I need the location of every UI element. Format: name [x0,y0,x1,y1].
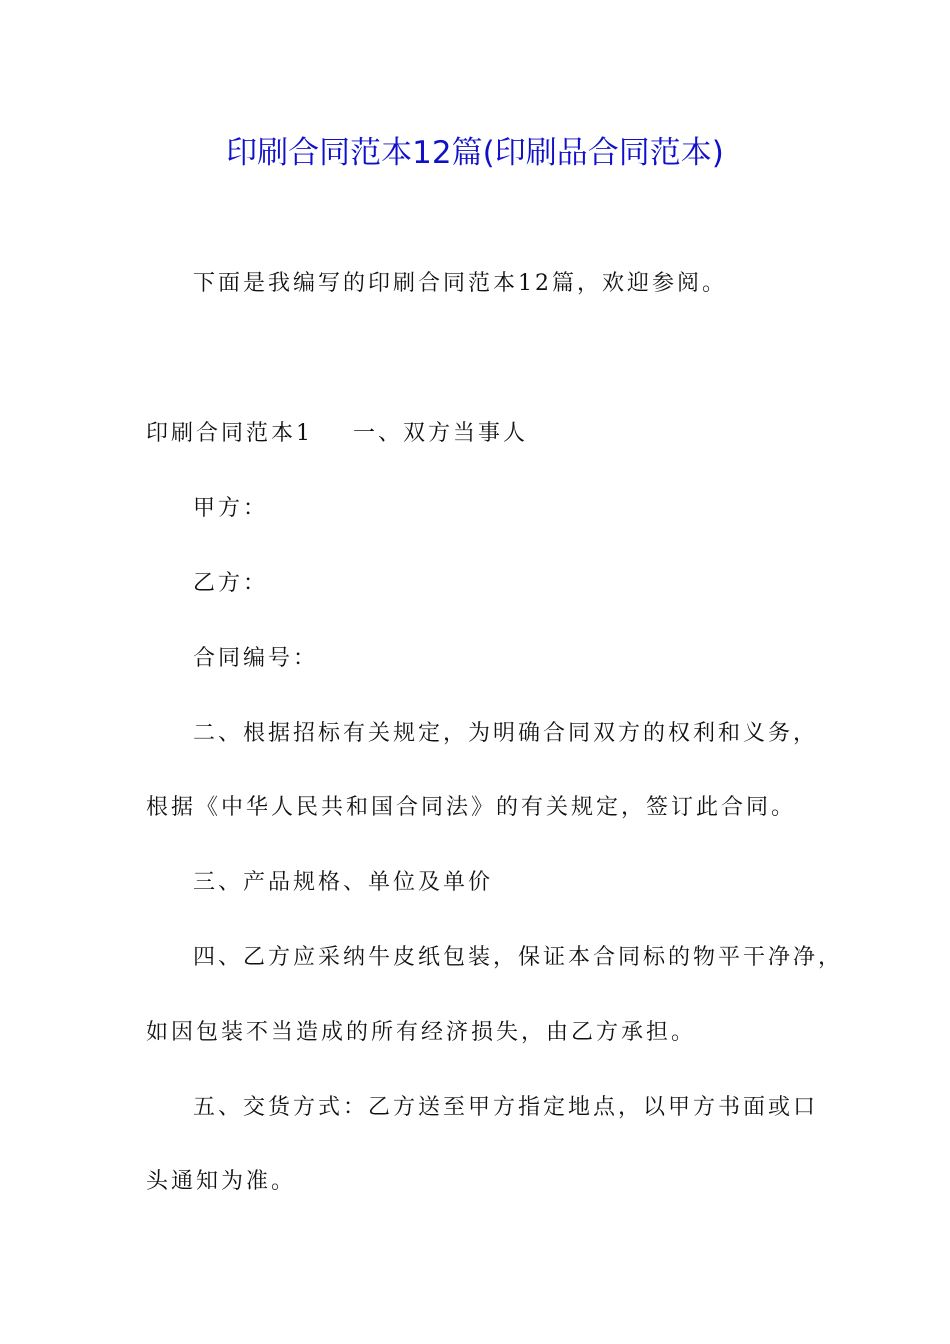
intro-paragraph: 下面是我编写的印刷合同范本12篇，欢迎参阅。 [193,271,727,296]
clause-2-line-1: 二、根据招标有关规定，为明确合同双方的权利和义务， [193,721,819,746]
document-title: 印刷合同范本12篇(印刷品合同范本) [226,135,724,171]
section-heading: 印刷合同范本1 [146,421,313,446]
party-b-line: 乙方： [193,571,269,596]
contract-number-line: 合同编号： [193,646,319,671]
clause-3-line: 三、产品规格、单位及单价 [193,870,494,895]
clause-2-line-2: 根据《中华人民共和国合同法》的有关规定，签订此合同。 [146,795,797,820]
clause-5-line-2: 头通知为准。 [146,1169,297,1194]
clause-4-line-1: 四、乙方应采纳牛皮纸包装，保证本合同标的物平干净净， [193,945,844,970]
party-a-line: 甲方： [193,496,269,521]
clause-5-line-1: 五、交货方式：乙方送至甲方指定地点，以甲方书面或口 [193,1095,819,1120]
section-heading-line [146,414,528,454]
clause-4-line-2: 如因包装不当造成的所有经济损失，由乙方承担。 [146,1020,697,1045]
clause-1-heading: 一、双方当事人 [353,421,529,446]
